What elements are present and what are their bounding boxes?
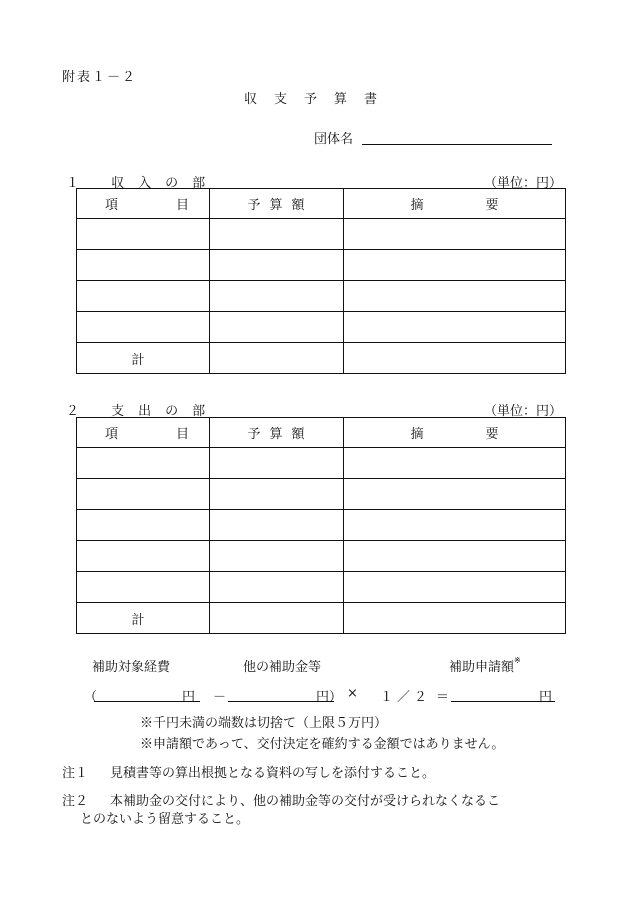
summary-cell[interactable] (344, 510, 566, 541)
budget-cell[interactable] (210, 250, 344, 281)
item-cell[interactable] (77, 250, 210, 281)
organization-label: 団体名 (314, 132, 354, 147)
summary-cell[interactable] (344, 250, 566, 281)
income-section-title: １ 収入の部 (66, 176, 220, 191)
total-label: 計 (77, 603, 210, 634)
target-cost-label: 補助対象経費 (92, 660, 171, 675)
header-budget: 予算額 (210, 418, 344, 448)
total-budget-cell[interactable] (210, 343, 344, 374)
item-cell[interactable] (77, 312, 210, 343)
application-amount-label: 補助申請額※ (449, 656, 521, 675)
table-header-row (77, 189, 566, 219)
budget-cell[interactable] (210, 281, 344, 312)
table-row (77, 510, 566, 541)
header-item: 項 目 (77, 418, 210, 448)
summary-cell[interactable] (344, 312, 566, 343)
header-budget: 予算額 (210, 189, 344, 219)
summary-cell[interactable] (344, 281, 566, 312)
header-summary: 摘 要 (344, 418, 566, 448)
footnote-rounding: ※千円未満の端数は切捨て（上限５万円） (140, 716, 388, 731)
table-header-row (77, 418, 566, 448)
footnote-disclaimer: ※申請額であって、交付決定を確約する金額ではありません。 (140, 737, 505, 752)
total-budget-cell[interactable] (210, 603, 344, 634)
appendix-label: 附表１－２ (62, 70, 138, 85)
table-row (77, 250, 566, 281)
table-row (77, 572, 566, 603)
note-2: 注２ 本補助金の交付により、他の補助金等の交付が受けられなくなるこ (62, 794, 501, 809)
item-cell[interactable] (77, 448, 210, 479)
expense-table (76, 417, 566, 634)
total-summary-cell[interactable] (344, 603, 566, 634)
budget-cell[interactable] (210, 541, 344, 572)
budget-cell[interactable] (210, 510, 344, 541)
times-sign: × (347, 686, 358, 701)
item-cell[interactable] (77, 541, 210, 572)
yen-unit: 円 (539, 690, 553, 705)
budget-cell[interactable] (210, 219, 344, 250)
total-row (77, 603, 566, 634)
item-cell[interactable] (77, 219, 210, 250)
item-cell[interactable] (77, 510, 210, 541)
summary-cell[interactable] (344, 219, 566, 250)
close-paren: ） (329, 690, 343, 705)
table-row (77, 312, 566, 343)
other-subsidy-label: 他の補助金等 (243, 660, 322, 675)
yen-unit: 円 (316, 690, 330, 705)
total-summary-cell[interactable] (344, 343, 566, 374)
table-row (77, 479, 566, 510)
note-1: 注１ 見積書等の算出根拠となる資料の写しを添付すること。 (62, 766, 436, 781)
open-paren: （ (84, 690, 98, 705)
organization-input-line (362, 144, 552, 145)
income-unit-label: （単位：円） (483, 176, 562, 191)
table-row (77, 219, 566, 250)
equals-sign: ＝ (436, 690, 450, 705)
note-2-continuation: とのないよう留意すること。 (80, 812, 250, 827)
table-row (77, 541, 566, 572)
expense-section-title: ２ 支出の部 (66, 404, 220, 419)
minus-sign: － (213, 690, 227, 705)
total-label: 計 (77, 343, 210, 374)
summary-cell[interactable] (344, 572, 566, 603)
budget-cell[interactable] (210, 448, 344, 479)
header-item: 項 目 (77, 189, 210, 219)
document-title: 収支予算書 (243, 92, 394, 107)
budget-cell[interactable] (210, 479, 344, 510)
item-cell[interactable] (77, 281, 210, 312)
budget-cell[interactable] (210, 572, 344, 603)
table-row (77, 448, 566, 479)
expense-unit-label: （単位：円） (483, 404, 562, 419)
income-table (76, 188, 566, 374)
summary-cell[interactable] (344, 479, 566, 510)
yen-unit: 円 (182, 690, 196, 705)
header-summary: 摘 要 (344, 189, 566, 219)
table-row (77, 281, 566, 312)
ratio-one-half: １／２ (380, 690, 432, 705)
summary-cell[interactable] (344, 541, 566, 572)
summary-cell[interactable] (344, 448, 566, 479)
total-row (77, 343, 566, 374)
item-cell[interactable] (77, 479, 210, 510)
budget-cell[interactable] (210, 312, 344, 343)
item-cell[interactable] (77, 572, 210, 603)
